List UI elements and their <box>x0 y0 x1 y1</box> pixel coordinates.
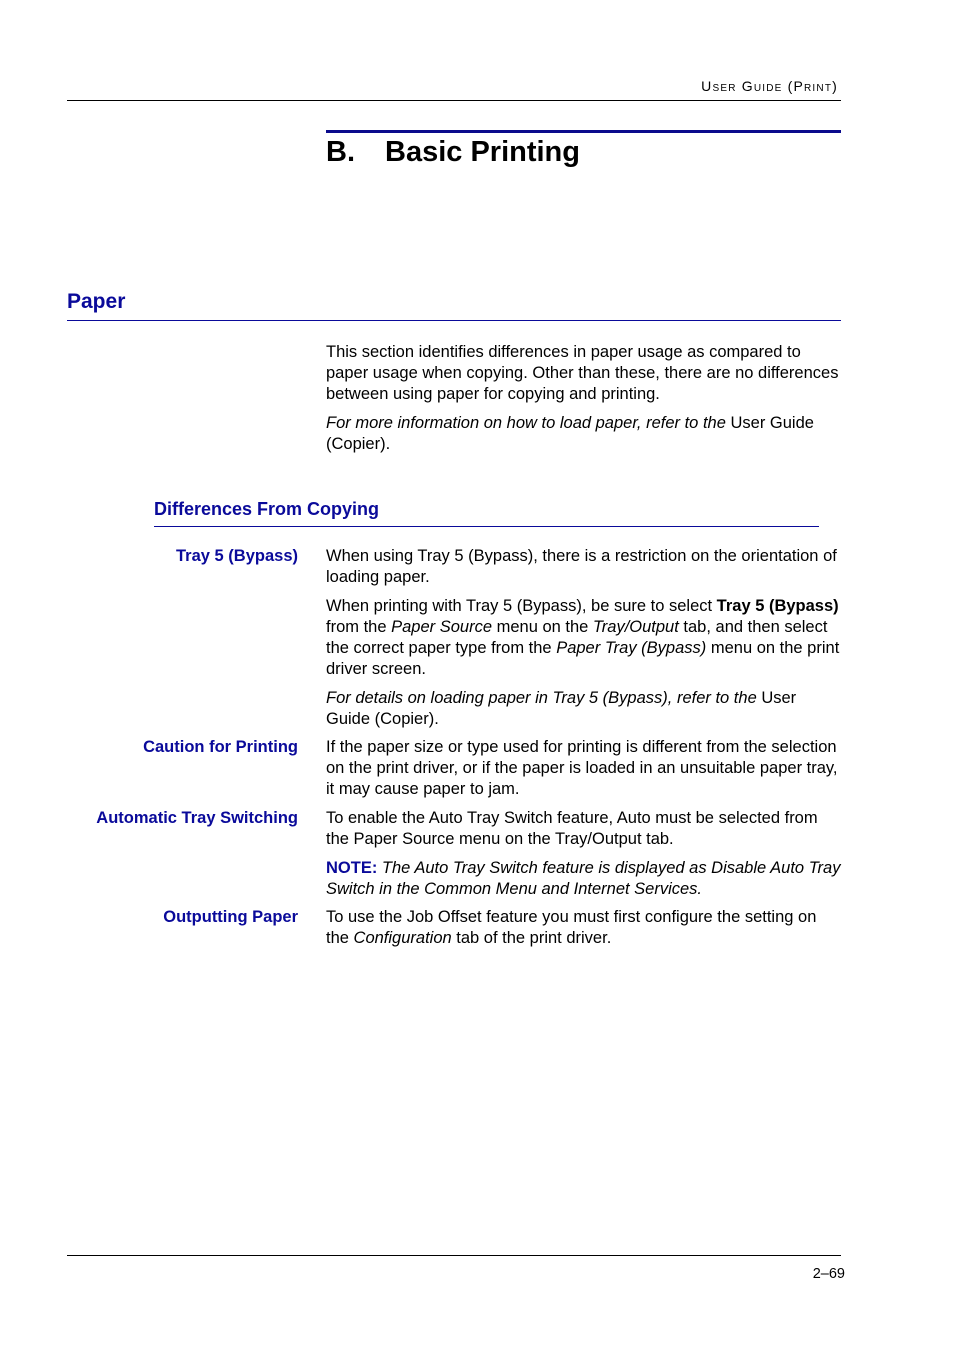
tray5-p2-bold: Tray 5 (Bypass) <box>716 597 839 615</box>
tray5-paragraph-1: When using Tray 5 (Bypass), there is a restriction on the orientation of loading paper. <box>326 547 837 586</box>
auto-tray-note <box>326 858 841 900</box>
note-text: The Auto Tray Switch feature is displayed as Disable Auto Tray Switch in the Common Menu and Internet Services. <box>326 859 841 898</box>
caution-block <box>326 737 841 800</box>
page-number: 2–69 <box>812 1266 845 1282</box>
tray5-p2-italic-tab: Tray/Output <box>592 618 679 636</box>
tray5-p2-italic-menu: Paper Tray (Bypass) <box>556 639 707 657</box>
caution-paragraph: If the paper size or type used for printing is different from the selection on the print driver, or if the paper is loaded in an unsuitable paper tray, it may cause paper to jam. <box>326 738 838 798</box>
chapter-rule <box>326 130 841 133</box>
tray5-p2-text-a: When printing with Tray 5 (Bypass), be sure to select <box>326 597 717 615</box>
note-label: NOTE: <box>326 859 378 877</box>
outputting-paragraph <box>326 907 841 949</box>
section-intro-block <box>326 342 841 455</box>
tray5-p2-text-e: menu on the <box>492 618 593 636</box>
outputting-text-c: tab of the print driver. <box>451 929 612 947</box>
chapter-title-text: Basic Printing <box>385 136 580 168</box>
section-reference <box>326 413 841 455</box>
side-label-outputting: Outputting Paper <box>163 908 298 926</box>
outputting-italic: Configuration <box>353 929 452 947</box>
tray5-p2-text-g: tab, and then select the correct paper type from the <box>326 618 828 657</box>
side-label-caution: Caution for Printing <box>143 738 298 756</box>
subsection-title: Differences From Copying <box>154 499 380 519</box>
chapter-letter: B. <box>326 136 355 168</box>
side-label-tray5: Tray 5 (Bypass) <box>176 547 298 565</box>
section-reference-italic: For more information on how to load paper, refer to the <box>326 414 726 432</box>
header-rule <box>67 100 841 101</box>
section-reference-end: . <box>385 435 391 453</box>
tray5-p3-italic: For details on loading paper in Tray 5 (Bypass), refer to the <box>326 689 757 707</box>
section-intro: This section identifies differences in paper usage as compared to paper usage when copying. Other than these, there are no differences between using paper for copying and printing. <box>326 343 839 403</box>
tray5-p2-text-c: from the <box>326 618 392 636</box>
outputting-block <box>326 907 841 949</box>
auto-tray-block <box>326 808 841 900</box>
section-rule <box>67 320 841 321</box>
footer-rule <box>67 1255 841 1256</box>
outputting-text-a: To use the Job Offset feature you must first configure the setting on the <box>326 908 817 947</box>
tray5-p3-guide: User Guide (Copier). <box>326 689 797 728</box>
tray5-block <box>326 546 841 730</box>
tray5-p2-text-i: menu on the print driver screen. <box>326 639 840 678</box>
tray5-p2-italic-source: Paper Source <box>391 618 493 636</box>
section-title: Paper <box>67 290 126 313</box>
tray5-paragraph-3 <box>326 688 841 730</box>
side-label-auto-tray: Automatic Tray Switching <box>96 809 298 827</box>
chapter-title <box>326 136 580 169</box>
tray5-paragraph-2 <box>326 596 841 680</box>
running-header: User Guide (Print) <box>701 78 838 94</box>
subsection-rule <box>154 526 819 527</box>
section-reference-guide: User Guide (Copier) <box>326 414 814 453</box>
auto-tray-paragraph: To enable the Auto Tray Switch feature, Auto must be selected from the Paper Source menu on the Tray/Output tab. <box>326 809 818 848</box>
